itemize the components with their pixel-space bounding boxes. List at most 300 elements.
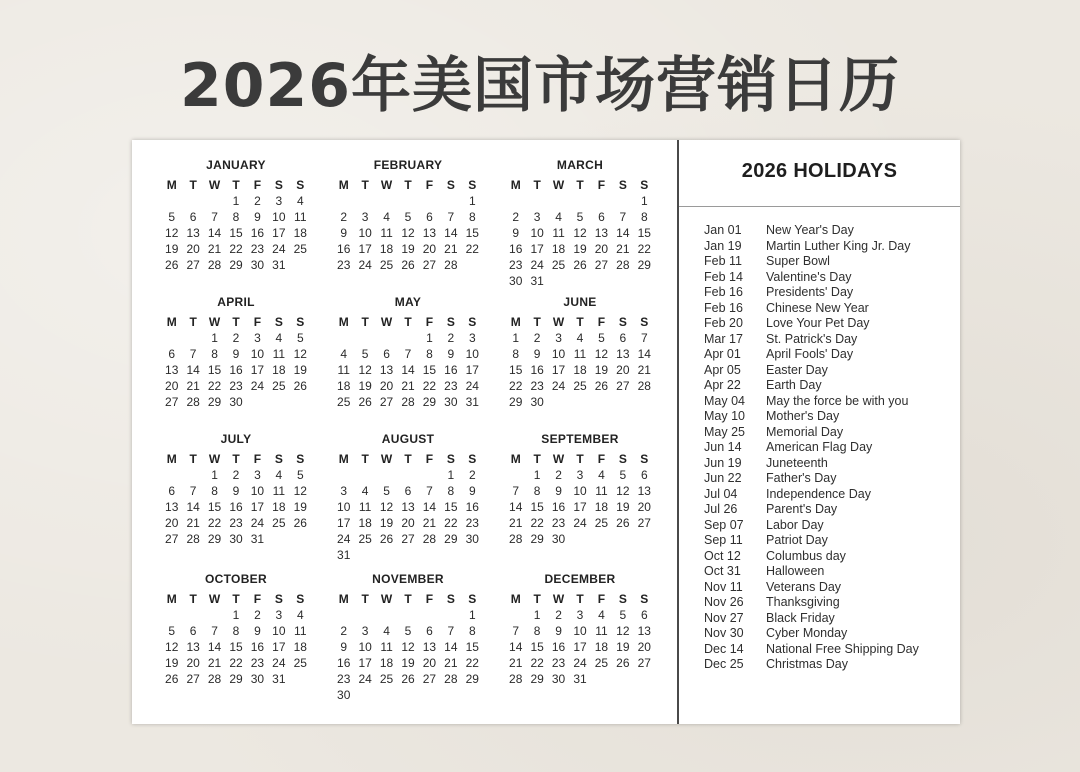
day-cell: 11 <box>380 226 393 240</box>
day-cell: 31 <box>272 672 286 686</box>
weekday-header: T <box>576 315 584 329</box>
day-cell: 21 <box>444 656 458 670</box>
day-cell: 17 <box>337 516 351 530</box>
day-cell: 26 <box>165 672 179 686</box>
day-cell: 5 <box>168 210 176 224</box>
weekday-header: T <box>404 178 412 192</box>
day-cell: 17 <box>272 640 286 654</box>
day-cell: 29 <box>637 258 651 272</box>
weekday-header: T <box>361 452 369 466</box>
day-cell: 21 <box>509 516 523 530</box>
day-cell: 23 <box>229 516 243 530</box>
day-cell: 14 <box>509 640 523 654</box>
weekday-header: T <box>189 452 197 466</box>
day-cell: 27 <box>422 258 437 272</box>
day-cell: 24 <box>465 379 479 393</box>
day-cell: 13 <box>186 640 200 654</box>
day-cell: 28 <box>207 258 222 272</box>
day-grid <box>505 451 655 547</box>
day-cell: 1 <box>211 468 218 482</box>
empty-cell <box>354 467 375 483</box>
day-cell: 11 <box>294 210 307 224</box>
day-cell: 23 <box>509 258 523 272</box>
holiday-date: Apr 01 <box>704 347 741 361</box>
day-cell: 12 <box>401 640 415 654</box>
day-cell: 16 <box>229 500 243 514</box>
holiday-row <box>704 285 954 301</box>
day-cell: 9 <box>533 347 541 361</box>
day-cell: 19 <box>165 242 179 256</box>
day-grid <box>333 314 483 410</box>
weekday-header: S <box>446 452 455 466</box>
day-cell: 10 <box>250 484 265 498</box>
day-grid <box>161 177 311 273</box>
day-grid <box>505 177 655 289</box>
holiday-name: Labor Day <box>766 517 824 532</box>
holiday-row <box>704 239 954 255</box>
day-cell: 8 <box>232 210 240 224</box>
holiday-date: Feb 16 <box>704 285 743 299</box>
day-cell: 30 <box>551 672 566 686</box>
day-grid <box>333 177 483 273</box>
day-cell: 1 <box>232 608 240 622</box>
day-cell: 26 <box>379 532 394 546</box>
day-cell: 18 <box>594 640 609 654</box>
day-cell: 24 <box>551 379 566 393</box>
day-cell: 20 <box>165 379 179 393</box>
weekday-header: T <box>533 452 541 466</box>
day-cell: 24 <box>250 516 265 530</box>
day-cell: 14 <box>444 640 458 654</box>
holiday-date: Feb 14 <box>704 269 743 284</box>
day-cell: 2 <box>533 331 541 345</box>
weekday-header: T <box>576 452 584 466</box>
holiday-row <box>704 270 954 286</box>
day-cell: 26 <box>401 258 415 272</box>
day-cell: 17 <box>573 640 587 654</box>
day-cell: 4 <box>275 331 283 345</box>
month-name: NOVEMBER <box>372 572 444 586</box>
day-cell: 18 <box>358 516 372 530</box>
day-cell: 20 <box>422 242 437 256</box>
day-cell: 19 <box>165 656 179 670</box>
day-cell: 1 <box>447 468 455 482</box>
day-cell: 3 <box>468 331 476 345</box>
weekday-header: W <box>208 592 221 606</box>
day-cell: 28 <box>616 258 630 272</box>
day-cell: 23 <box>250 242 265 256</box>
day-cell: 26 <box>293 516 307 530</box>
day-cell: 15 <box>637 226 651 240</box>
month-december <box>505 571 655 687</box>
empty-cell <box>419 467 440 483</box>
day-cell: 5 <box>361 347 369 361</box>
day-cell: 25 <box>573 379 587 393</box>
weekday-header: W <box>552 452 565 466</box>
day-cell: 6 <box>426 624 433 638</box>
day-cell: 8 <box>468 624 476 638</box>
day-grid <box>161 451 311 547</box>
weekday-header: F <box>425 315 434 329</box>
day-cell: 15 <box>509 363 523 377</box>
empty-cell <box>376 330 397 346</box>
day-cell: 29 <box>509 395 523 409</box>
day-cell: 19 <box>573 242 587 256</box>
holiday-date: Feb 11 <box>704 254 742 268</box>
day-cell: 24 <box>337 532 351 546</box>
day-cell: 6 <box>640 468 648 482</box>
day-cell: 12 <box>616 484 630 498</box>
day-cell: 14 <box>186 500 200 514</box>
day-cell: 5 <box>296 331 304 345</box>
day-cell: 27 <box>422 672 437 686</box>
day-cell: 18 <box>379 656 394 670</box>
day-cell: 15 <box>207 500 222 514</box>
day-cell: 14 <box>616 226 630 240</box>
day-cell: 22 <box>444 516 458 530</box>
holiday-date: Oct 12 <box>704 548 741 563</box>
holiday-name: American Flag Day <box>766 440 873 454</box>
month-april <box>161 294 311 410</box>
day-cell: 5 <box>383 484 390 498</box>
day-cell: 29 <box>444 532 458 546</box>
day-cell: 10 <box>573 484 587 498</box>
month-february <box>333 157 483 273</box>
holiday-name: Chinese New Year <box>766 300 869 315</box>
day-cell: 28 <box>207 672 222 686</box>
day-cell: 26 <box>358 395 372 409</box>
day-cell: 19 <box>401 656 415 670</box>
day-cell: 3 <box>361 210 369 224</box>
day-cell: 10 <box>530 226 544 240</box>
day-cell: 3 <box>275 608 283 622</box>
day-cell: 5 <box>619 608 627 622</box>
day-cell: 7 <box>619 210 627 224</box>
weekday-header: T <box>232 315 240 329</box>
day-cell: 24 <box>573 656 587 670</box>
month-september <box>505 431 655 547</box>
day-cell: 2 <box>468 468 476 482</box>
day-cell: 6 <box>383 347 390 361</box>
weekday-header: W <box>552 315 565 329</box>
day-cell: 15 <box>444 500 458 514</box>
holiday-row <box>704 440 954 456</box>
day-cell: 11 <box>573 347 587 361</box>
holiday-row <box>704 409 954 425</box>
day-cell: 21 <box>186 379 200 393</box>
day-cell: 9 <box>555 484 562 498</box>
day-cell: 9 <box>512 226 520 240</box>
empty-cell <box>505 467 526 483</box>
day-cell: 25 <box>293 242 307 256</box>
empty-cell <box>182 467 203 483</box>
holiday-date: Nov 26 <box>704 595 744 609</box>
day-cell: 27 <box>594 258 609 272</box>
holiday-row <box>704 456 954 472</box>
day-cell: 30 <box>444 395 458 409</box>
day-cell: 29 <box>422 395 437 409</box>
day-cell: 20 <box>637 500 651 514</box>
holiday-date: Jul 04 <box>704 486 738 501</box>
day-cell: 12 <box>594 347 609 361</box>
month-name: MAY <box>394 295 422 309</box>
day-cell: 31 <box>272 258 286 272</box>
day-cell: 6 <box>598 210 605 224</box>
day-cell: 1 <box>533 468 541 482</box>
weekday-header: M <box>338 315 349 329</box>
day-cell: 20 <box>594 242 609 256</box>
day-cell: 15 <box>207 363 222 377</box>
weekday-header: W <box>208 178 221 192</box>
day-cell: 19 <box>401 242 415 256</box>
weekday-header: T <box>404 452 412 466</box>
weekday-header: S <box>274 315 283 329</box>
weekday-header: F <box>253 452 262 466</box>
day-cell: 14 <box>509 500 523 514</box>
holiday-name: Independence Day <box>766 486 871 501</box>
day-cell: 26 <box>573 258 587 272</box>
month-name: AUGUST <box>381 432 435 446</box>
day-cell: 26 <box>401 672 415 686</box>
day-cell: 27 <box>186 258 200 272</box>
holiday-date: Sep 11 <box>704 533 743 547</box>
day-cell: 1 <box>232 194 240 208</box>
month-name: JUNE <box>563 295 597 309</box>
weekday-header: T <box>533 315 541 329</box>
holiday-name: Earth Day <box>766 378 822 392</box>
day-cell: 14 <box>207 640 222 654</box>
day-cell: 8 <box>512 347 520 361</box>
day-grid <box>333 591 483 703</box>
holiday-row <box>704 471 954 487</box>
day-cell: 22 <box>530 656 544 670</box>
day-cell: 22 <box>637 242 651 256</box>
day-cell: 29 <box>207 395 222 409</box>
day-cell: 22 <box>207 379 222 393</box>
day-cell: 25 <box>293 656 307 670</box>
weekday-header: T <box>189 315 197 329</box>
day-cell: 9 <box>447 347 455 361</box>
day-cell: 27 <box>637 516 651 530</box>
day-cell: 9 <box>555 624 562 638</box>
day-cell: 18 <box>272 363 286 377</box>
day-cell: 18 <box>337 379 351 393</box>
weekday-header: M <box>166 315 177 329</box>
day-cell: 26 <box>165 258 179 272</box>
empty-cell <box>397 330 418 346</box>
weekday-header: T <box>361 592 369 606</box>
month-october <box>161 571 311 687</box>
day-cell: 2 <box>340 210 348 224</box>
day-cell: 27 <box>186 672 200 686</box>
day-cell: 6 <box>168 347 176 361</box>
month-name: FEBRUARY <box>373 158 443 172</box>
day-cell: 7 <box>426 484 433 498</box>
month-august <box>333 431 483 563</box>
day-cell: 25 <box>379 672 394 686</box>
day-cell: 16 <box>444 363 458 377</box>
day-cell: 2 <box>254 608 261 622</box>
holiday-name: Black Friday <box>766 610 835 625</box>
holiday-row <box>704 564 954 580</box>
day-cell: 1 <box>533 608 541 622</box>
weekday-header: M <box>338 452 349 466</box>
day-cell: 21 <box>509 656 523 670</box>
day-cell: 9 <box>254 210 261 224</box>
empty-cell <box>397 467 418 483</box>
day-cell: 23 <box>465 516 479 530</box>
holiday-date: Jul 26 <box>704 502 738 516</box>
holiday-row <box>704 223 954 239</box>
month-name: DECEMBER <box>544 572 616 586</box>
empty-cell <box>161 330 182 346</box>
day-cell: 9 <box>254 624 261 638</box>
holiday-date: Dec 25 <box>704 657 744 671</box>
day-cell: 13 <box>401 500 415 514</box>
day-cell: 31 <box>530 274 544 288</box>
day-cell: 20 <box>165 516 179 530</box>
day-cell: 27 <box>637 656 651 670</box>
day-cell: 30 <box>250 258 265 272</box>
holiday-name: Martin Luther King Jr. Day <box>766 238 911 253</box>
day-cell: 12 <box>293 484 307 498</box>
day-cell: 14 <box>422 500 437 514</box>
day-cell: 31 <box>573 672 587 686</box>
empty-cell <box>419 607 440 623</box>
day-cell: 7 <box>512 484 520 498</box>
day-cell: 22 <box>422 379 437 393</box>
weekday-header: T <box>404 315 412 329</box>
month-name: APRIL <box>217 295 255 309</box>
day-cell: 1 <box>426 331 433 345</box>
month-name: MARCH <box>556 158 604 172</box>
day-cell: 8 <box>447 484 455 498</box>
day-cell: 30 <box>530 395 544 409</box>
day-cell: 25 <box>379 258 394 272</box>
weekday-header: M <box>510 592 521 606</box>
holiday-name: April Fools' Day <box>766 347 854 361</box>
day-cell: 6 <box>168 484 176 498</box>
day-cell: 2 <box>555 608 562 622</box>
empty-cell <box>204 193 225 209</box>
holiday-name: Thanksgiving <box>766 595 840 609</box>
weekday-header: W <box>380 452 393 466</box>
day-cell: 27 <box>165 395 179 409</box>
day-cell: 26 <box>594 379 609 393</box>
day-cell: 8 <box>640 210 648 224</box>
holidays-list <box>704 223 954 673</box>
weekday-header: S <box>468 452 477 466</box>
holiday-date: Jun 22 <box>704 471 742 485</box>
day-cell: 22 <box>229 242 243 256</box>
day-cell: 8 <box>211 484 218 498</box>
day-cell: 29 <box>465 672 479 686</box>
weekday-header: T <box>576 178 584 192</box>
empty-cell <box>505 607 526 623</box>
day-cell: 24 <box>272 242 286 256</box>
day-cell: 12 <box>358 363 372 377</box>
day-cell: 26 <box>293 379 307 393</box>
day-cell: 27 <box>165 532 179 546</box>
day-cell: 17 <box>358 656 372 670</box>
day-cell: 31 <box>337 548 351 562</box>
day-cell: 14 <box>207 226 222 240</box>
holiday-name: Juneteenth <box>766 455 828 470</box>
day-cell: 16 <box>509 242 523 256</box>
day-cell: 5 <box>404 210 412 224</box>
weekday-header: S <box>640 452 649 466</box>
weekday-header: W <box>208 315 221 329</box>
holiday-row <box>704 626 954 642</box>
holiday-date: Nov 30 <box>704 626 744 640</box>
weekday-header: M <box>338 592 349 606</box>
day-cell: 24 <box>358 258 372 272</box>
weekday-header: M <box>166 592 177 606</box>
day-cell: 16 <box>465 500 479 514</box>
day-cell: 17 <box>530 242 544 256</box>
day-cell: 11 <box>337 363 350 377</box>
day-cell: 12 <box>616 624 630 638</box>
day-cell: 30 <box>229 532 243 546</box>
day-cell: 27 <box>616 379 630 393</box>
day-cell: 15 <box>530 640 544 654</box>
day-cell: 11 <box>595 624 608 638</box>
day-cell: 16 <box>337 656 351 670</box>
month-may <box>333 294 483 410</box>
day-cell: 25 <box>358 532 372 546</box>
day-cell: 22 <box>465 656 479 670</box>
day-cell: 10 <box>272 624 286 638</box>
day-cell: 11 <box>552 226 565 240</box>
weekday-header: T <box>189 592 197 606</box>
day-cell: 4 <box>361 484 369 498</box>
day-cell: 4 <box>598 468 605 482</box>
weekday-header: W <box>208 452 221 466</box>
holiday-date: Mar 17 <box>704 331 743 346</box>
weekday-header: T <box>361 178 369 192</box>
weekday-header: W <box>380 592 393 606</box>
day-cell: 11 <box>294 624 307 638</box>
day-grid <box>161 314 311 410</box>
day-cell: 14 <box>444 226 458 240</box>
day-cell: 20 <box>379 379 394 393</box>
day-cell: 12 <box>379 500 394 514</box>
day-cell: 20 <box>186 242 200 256</box>
day-cell: 14 <box>637 347 651 361</box>
day-cell: 23 <box>551 516 566 530</box>
day-cell: 26 <box>616 516 630 530</box>
day-cell: 2 <box>254 194 261 208</box>
day-cell: 30 <box>229 395 243 409</box>
empty-cell <box>182 330 203 346</box>
holiday-row <box>704 363 954 379</box>
holiday-name: May the force be with you <box>766 393 909 408</box>
day-cell: 27 <box>379 395 394 409</box>
day-cell: 19 <box>616 500 630 514</box>
day-grid <box>505 314 655 410</box>
day-grid <box>161 591 311 687</box>
month-january <box>161 157 311 273</box>
day-cell: 31 <box>250 532 265 546</box>
day-cell: 2 <box>340 624 348 638</box>
weekday-header: F <box>253 178 262 192</box>
holiday-row <box>704 595 954 611</box>
day-cell: 23 <box>229 379 243 393</box>
day-cell: 3 <box>340 484 348 498</box>
weekday-header: F <box>597 315 606 329</box>
holiday-row <box>704 316 954 332</box>
holiday-row <box>704 502 954 518</box>
